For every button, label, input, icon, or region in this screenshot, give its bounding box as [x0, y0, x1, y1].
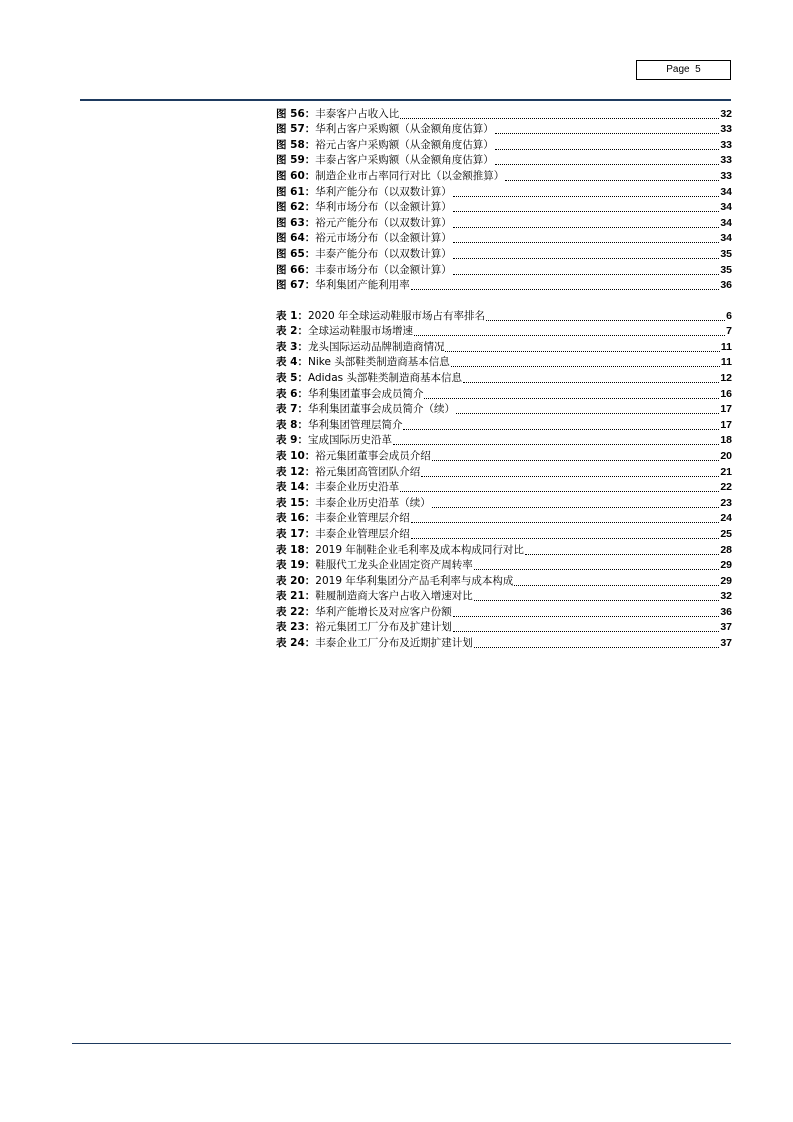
- leader-dots: [414, 335, 725, 336]
- leader-dots: [453, 274, 720, 275]
- entry-number: 图 66：: [276, 263, 316, 276]
- entry-number: 表 8：: [276, 418, 308, 431]
- entry-title: 丰泰产能分布（以双数计算）: [315, 247, 452, 260]
- table-entry[interactable]: [276, 447, 732, 463]
- entry-page: 7: [726, 325, 732, 338]
- entry-title: 裕元集团董事会成员介绍: [315, 449, 431, 462]
- entry-page: 25: [720, 527, 732, 540]
- leader-dots: [421, 476, 719, 477]
- leader-dots: [411, 522, 720, 523]
- entry-page: 37: [720, 637, 732, 650]
- table-entry[interactable]: [276, 619, 732, 635]
- leader-dots: [495, 133, 720, 134]
- entry-number: 表 10：: [276, 449, 316, 462]
- table-entry[interactable]: [276, 385, 732, 401]
- table-entry[interactable]: [276, 541, 732, 557]
- leader-dots: [495, 149, 720, 150]
- table-entry[interactable]: [276, 307, 732, 323]
- page-number: 5: [695, 64, 701, 75]
- entry-title: Adidas 头部鞋类制造商基本信息: [307, 371, 462, 384]
- entry-page: 34: [720, 185, 732, 198]
- entry-title: 丰泰客户占收入比: [315, 107, 400, 120]
- entry-number: 表 12：: [276, 465, 316, 478]
- figure-list: [276, 105, 732, 292]
- entry-page: 29: [720, 559, 732, 572]
- leader-dots: [411, 289, 720, 290]
- entry-page: 11: [720, 340, 732, 353]
- leader-dots: [453, 211, 720, 212]
- entry-number: 表 20：: [276, 574, 316, 587]
- table-entry[interactable]: [276, 369, 732, 385]
- entry-title: 裕元产能分布（以双数计算）: [315, 216, 452, 229]
- entry-number: 表 17：: [276, 527, 316, 540]
- leader-dots: [463, 382, 719, 383]
- entry-title: 丰泰占客户采购额（从金额角度估算）: [315, 154, 494, 167]
- table-entry[interactable]: [276, 572, 732, 588]
- table-entry[interactable]: [276, 338, 732, 354]
- entry-title: 裕元集团高管团队介绍: [315, 465, 421, 478]
- leader-dots: [453, 616, 720, 617]
- table-entry[interactable]: [276, 479, 732, 495]
- figure-entry[interactable]: [276, 214, 732, 230]
- figure-entry[interactable]: [276, 277, 732, 293]
- entry-page: 20: [720, 449, 732, 462]
- entry-number: 图 58：: [276, 138, 316, 151]
- entry-title: 丰泰企业历史沿革: [315, 481, 400, 494]
- entry-title: 裕元占客户采购额（从金额角度估算）: [315, 138, 494, 151]
- entry-page: 18: [720, 434, 732, 447]
- entry-page: 34: [720, 232, 732, 245]
- entry-title: 丰泰企业管理层介绍: [315, 527, 410, 540]
- entry-number: 表 1：: [276, 309, 308, 322]
- leader-dots: [474, 600, 720, 601]
- entry-title: 制造企业市占率同行对比（以金额推算）: [315, 169, 505, 182]
- entry-title: 2020 年全球运动鞋服市场占有率排名: [307, 309, 486, 322]
- table-list: [276, 307, 732, 650]
- entry-page: 36: [720, 605, 732, 618]
- leader-dots: [453, 242, 720, 243]
- leader-dots: [451, 366, 720, 367]
- table-entry[interactable]: [276, 463, 732, 479]
- entry-page: 6: [726, 309, 732, 322]
- leader-dots: [505, 180, 719, 181]
- figure-entry[interactable]: [276, 261, 732, 277]
- entry-title: 华利占客户采购额（从金额角度估算）: [315, 123, 494, 136]
- entry-number: 表 18：: [276, 543, 316, 556]
- entry-number: 图 67：: [276, 279, 316, 292]
- leader-dots: [445, 351, 719, 352]
- leader-dots: [453, 227, 720, 228]
- entry-title: 华利产能增长及对应客户份额: [315, 605, 452, 618]
- entry-page: 21: [720, 465, 732, 478]
- entry-page: 17: [720, 418, 732, 431]
- figure-entry[interactable]: [276, 136, 732, 152]
- footer-rule: [72, 1043, 731, 1044]
- entry-title: 丰泰企业历史沿革（续）: [315, 496, 431, 509]
- entry-number: 图 59：: [276, 154, 316, 167]
- figure-entry[interactable]: [276, 199, 732, 215]
- leader-dots: [432, 460, 720, 461]
- figure-entry[interactable]: [276, 245, 732, 261]
- table-entry[interactable]: [276, 603, 732, 619]
- entry-title: 裕元集团工厂分布及扩建计划: [315, 621, 452, 634]
- entry-number: 图 62：: [276, 201, 316, 214]
- figure-entry[interactable]: [276, 230, 732, 246]
- leader-dots: [453, 631, 720, 632]
- entry-page: 33: [720, 123, 732, 136]
- table-entry[interactable]: [276, 557, 732, 573]
- entry-number: 表 19：: [276, 559, 316, 572]
- entry-page: 34: [720, 216, 732, 229]
- entry-page: 33: [720, 154, 732, 167]
- entry-title: 华利集团董事会成员简介（续）: [307, 403, 455, 416]
- page-label: Page: [666, 64, 690, 75]
- entry-number: 表 3：: [276, 340, 308, 353]
- entry-title: 宝成国际历史沿革: [307, 434, 392, 447]
- entry-number: 表 9：: [276, 434, 308, 447]
- leader-dots: [400, 118, 719, 119]
- leader-dots: [474, 569, 720, 570]
- entry-number: 表 21：: [276, 590, 316, 603]
- entry-page: 23: [720, 496, 732, 509]
- entry-title: 丰泰市场分布（以金额计算）: [315, 263, 452, 276]
- leader-dots: [453, 258, 720, 259]
- entry-page: 24: [720, 512, 732, 525]
- table-entry[interactable]: [276, 494, 732, 510]
- entry-page: 33: [720, 169, 732, 182]
- entry-number: 表 2：: [276, 325, 308, 338]
- entry-number: 表 14：: [276, 481, 316, 494]
- entry-number: 图 60：: [276, 169, 316, 182]
- entry-page: 34: [720, 201, 732, 214]
- entry-page: 17: [720, 403, 732, 416]
- entry-title: Nike 头部鞋类制造商基本信息: [307, 356, 450, 369]
- entry-title: 华利产能分布（以双数计算）: [315, 185, 452, 198]
- entry-page: 35: [720, 247, 732, 260]
- entry-page: 36: [720, 279, 732, 292]
- header-rule: [80, 99, 731, 101]
- table-entry[interactable]: [276, 432, 732, 448]
- entry-number: 图 63：: [276, 216, 316, 229]
- entry-page: 11: [720, 356, 732, 369]
- entry-title: 裕元市场分布（以金额计算）: [315, 232, 452, 245]
- leader-dots: [495, 164, 720, 165]
- entry-title: 华利集团产能利用率: [315, 279, 410, 292]
- table-entry[interactable]: [276, 416, 732, 432]
- entry-title: 全球运动鞋服市场增速: [307, 325, 413, 338]
- entry-number: 表 7：: [276, 403, 308, 416]
- entry-number: 表 5：: [276, 371, 308, 384]
- entry-page: 35: [720, 263, 732, 276]
- entry-number: 图 64：: [276, 232, 316, 245]
- entry-title: 鞋服代工龙头企业固定资产周转率: [315, 559, 473, 572]
- entry-title: 2019 年制鞋企业毛利率及成本构成同行对比: [315, 543, 524, 556]
- leader-dots: [486, 320, 725, 321]
- leader-dots: [393, 444, 719, 445]
- entry-page: 28: [720, 543, 732, 556]
- entry-number: 图 56：: [276, 107, 316, 120]
- entry-title: 华利集团管理层简介: [307, 418, 403, 431]
- table-entry[interactable]: [276, 401, 732, 417]
- entry-page: 29: [720, 574, 732, 587]
- entry-page: 33: [720, 138, 732, 151]
- entry-number: 表 6：: [276, 387, 308, 400]
- leader-dots: [525, 554, 719, 555]
- table-entry[interactable]: [276, 354, 732, 370]
- entry-title: 2019 年华利集团分产品毛利率与成本构成: [315, 574, 514, 587]
- leader-dots: [453, 196, 720, 197]
- entry-number: 表 22：: [276, 605, 316, 618]
- leader-dots: [456, 413, 719, 414]
- entry-title: 鞋履制造商大客户占收入增速对比: [315, 590, 473, 603]
- leader-dots: [432, 507, 720, 508]
- entry-number: 图 61：: [276, 185, 316, 198]
- figure-entry[interactable]: [276, 167, 732, 183]
- entry-page: 37: [720, 621, 732, 634]
- page-number-box: [636, 60, 731, 80]
- entry-title: 龙头国际运动品牌制造商情况: [307, 340, 445, 353]
- figure-entry[interactable]: [276, 152, 732, 168]
- entry-number: 图 57：: [276, 123, 316, 136]
- entry-page: 12: [720, 371, 732, 384]
- entry-number: 表 15：: [276, 496, 316, 509]
- entry-number: 表 16：: [276, 512, 316, 525]
- leader-dots: [424, 398, 719, 399]
- leader-dots: [400, 491, 719, 492]
- entry-number: 表 4：: [276, 356, 308, 369]
- figure-entry[interactable]: [276, 183, 732, 199]
- leader-dots: [411, 538, 720, 539]
- entry-title: 华利市场分布（以金额计算）: [315, 201, 452, 214]
- entry-number: 表 23：: [276, 621, 316, 634]
- leader-dots: [474, 647, 720, 648]
- entry-number: 表 24：: [276, 637, 316, 650]
- leader-dots: [514, 585, 719, 586]
- entry-page: 22: [720, 481, 732, 494]
- table-entry[interactable]: [276, 510, 732, 526]
- figure-entry[interactable]: [276, 121, 732, 137]
- entry-page: 32: [720, 590, 732, 603]
- table-entry[interactable]: [276, 588, 732, 604]
- table-entry[interactable]: [276, 525, 732, 541]
- entry-title: 丰泰企业工厂分布及近期扩建计划: [315, 637, 473, 650]
- entry-title: 华利集团董事会成员简介: [307, 387, 424, 400]
- table-entry[interactable]: [276, 634, 732, 650]
- entry-title: 丰泰企业管理层介绍: [315, 512, 410, 525]
- entry-page: 32: [720, 107, 732, 120]
- leader-dots: [403, 429, 719, 430]
- entry-number: 图 65：: [276, 247, 316, 260]
- entry-page: 16: [720, 387, 732, 400]
- figure-entry[interactable]: [276, 105, 732, 121]
- table-entry[interactable]: [276, 323, 732, 339]
